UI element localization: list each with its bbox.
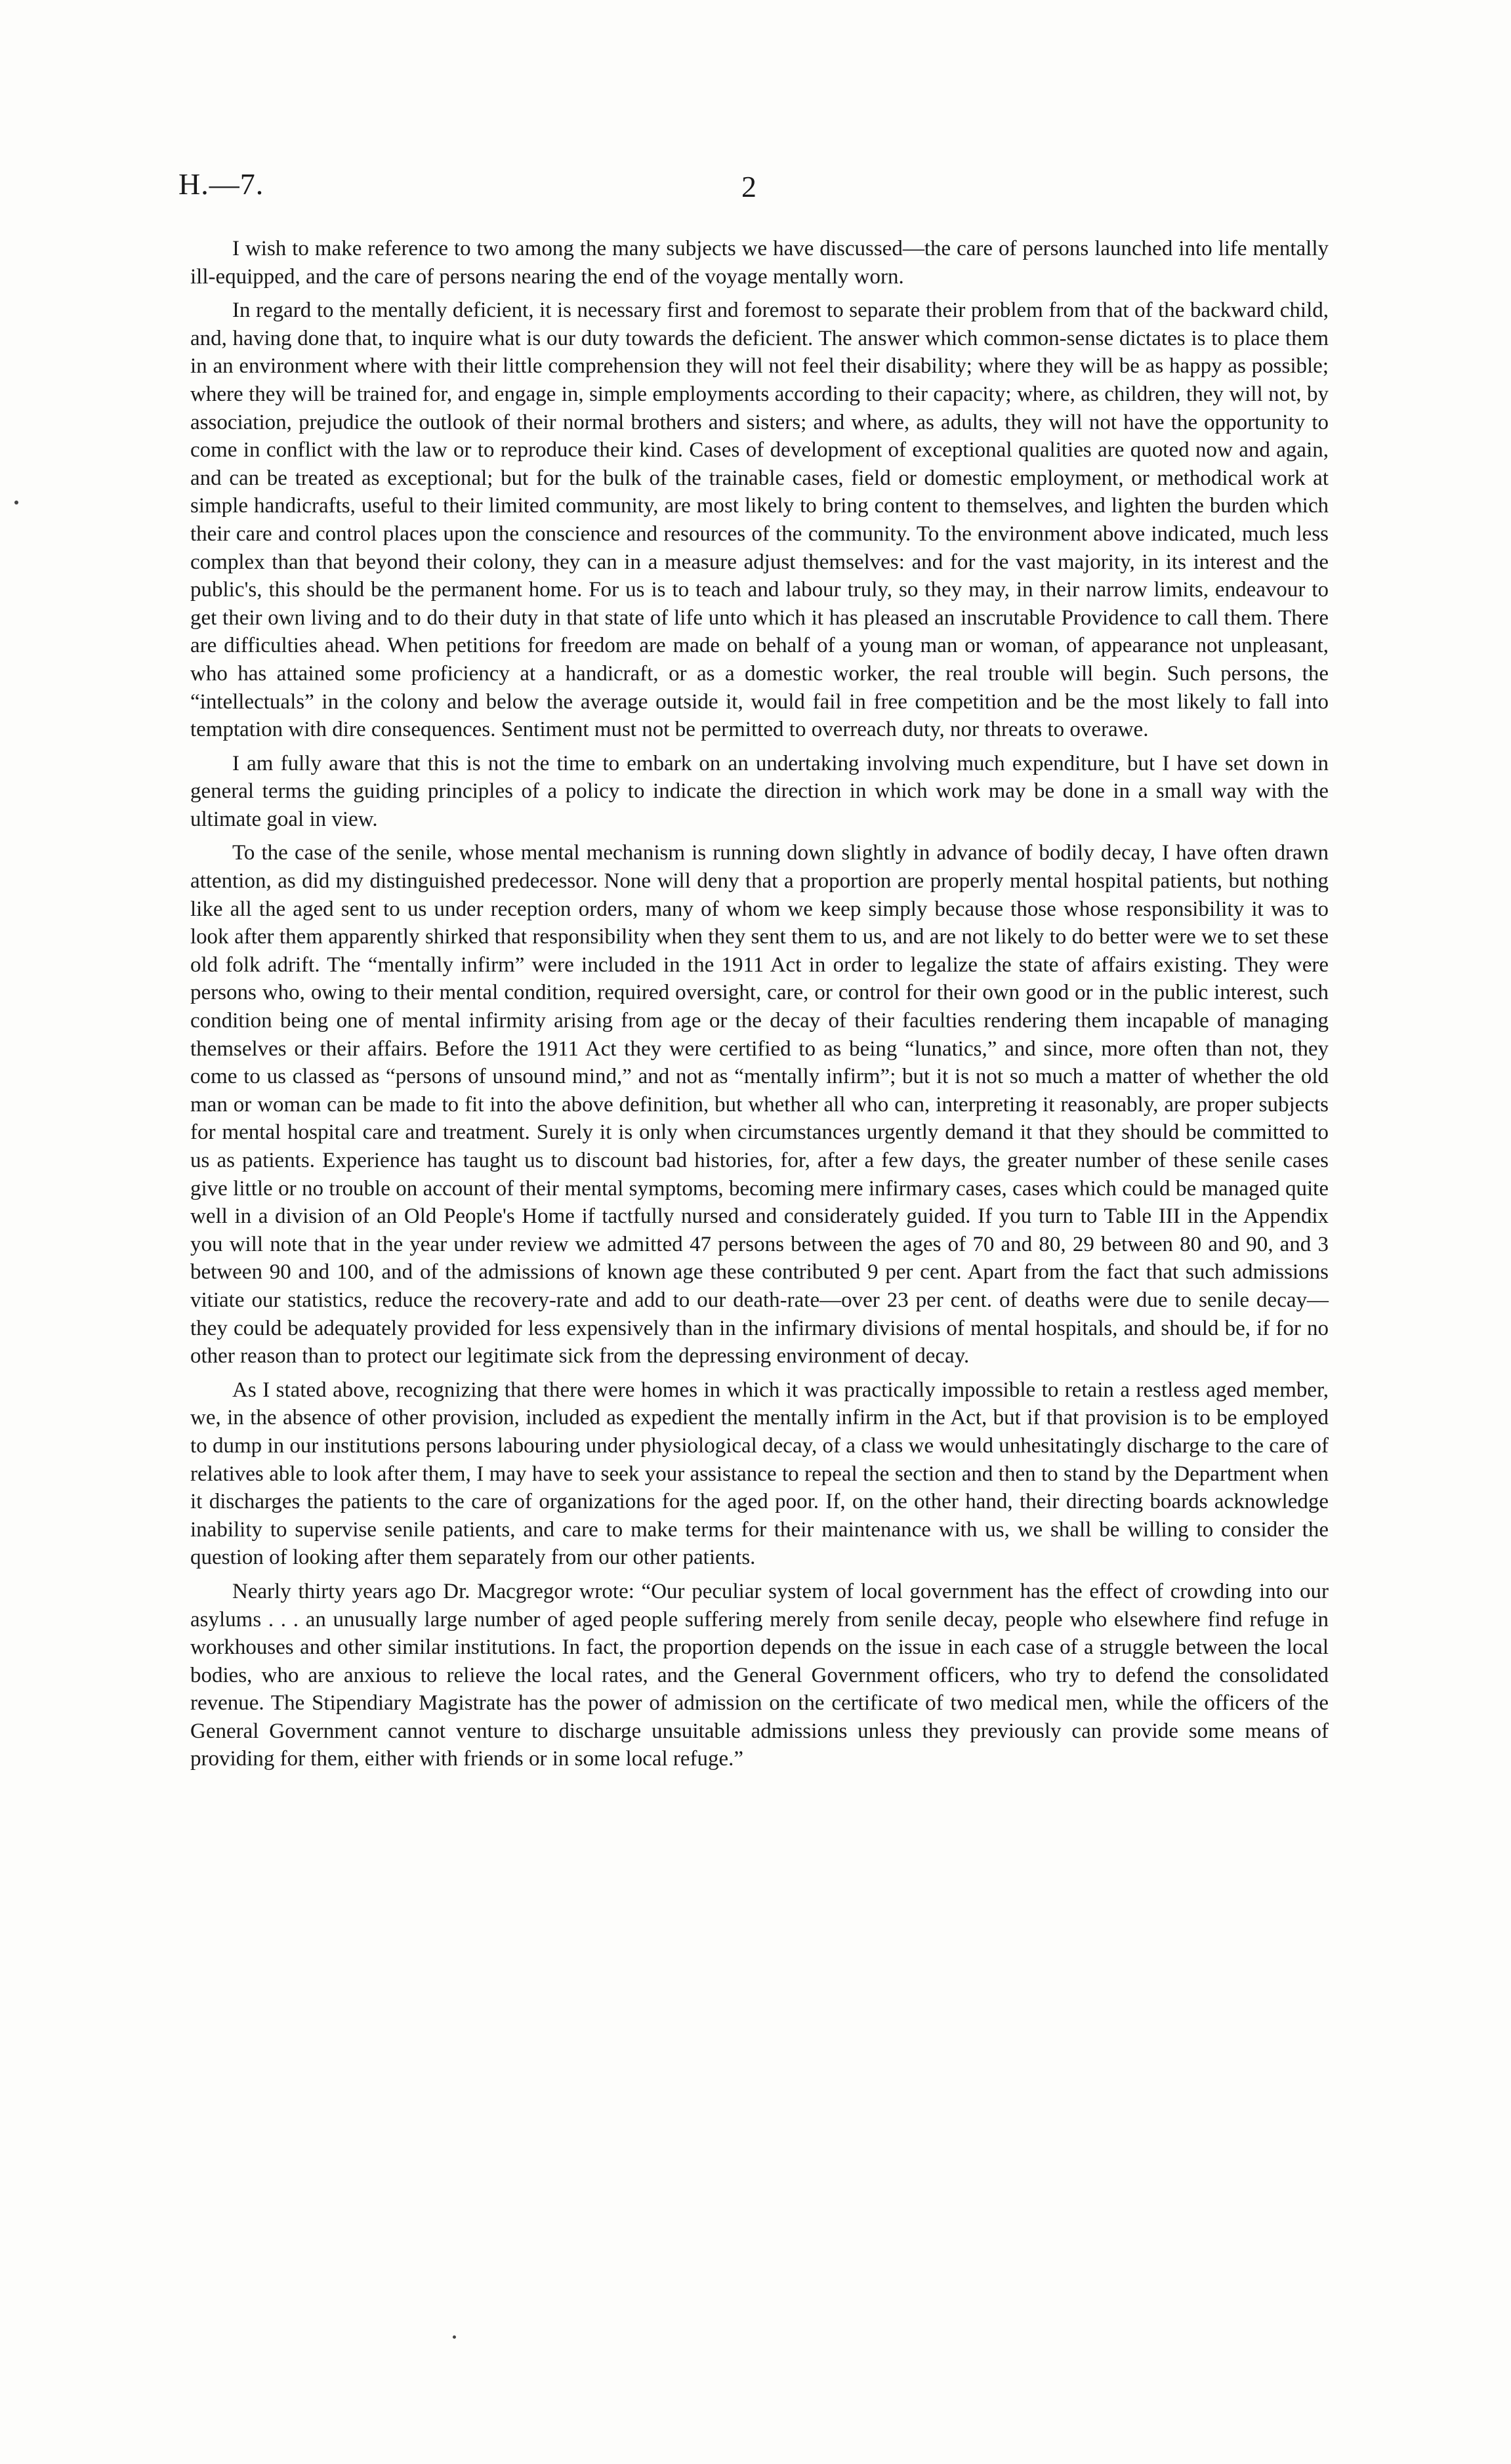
bottom-speck <box>453 2335 456 2339</box>
paragraph-intro: I wish to make reference to two among the many subjects we have discussed—the care of persons launched into life mentally ill-equipped, and the care of persons nearing the end of the voyage mentally worn. <box>190 237 1329 289</box>
paragraph-expenditure: I am fully aware that this is not the time to embark on an undertaking involving much expenditure, but I have set down in general terms the guiding principles of a policy to indicate the direction in which work may be done in a small way with the ultimate goal in view. <box>190 751 1329 831</box>
paragraph-senile: To the case of the senile, whose mental mechanism is running down slightly in advance of bodily decay, I have often drawn attention, as did my distinguished predecessor. None will deny that a proportion are properly mental hospital patients, but nothing like all the aged sent to us under reception orders, many of whom we keep simply because those whose responsibility it was to look after them apparently shirked that responsibility when they sent them to us, and are not likely to do better were we to set these old folk adrift. The “mentally infirm” were included in the 1911 Act in order to legalize the state of affairs existing. They were persons who, owing to their mental condition, required oversight, care, or control for their own good or in the public interest, such condition being one of mental infirmity arising from age or the decay of their faculties rendering them incapable of managing themselves or their affairs. Before the 1911 Act they were certified to as being “lunatics,” and since, more often than not, they come to us classed as “persons of unsound mind,” and not as “mentally infirm”; but it is not so much a matter of whether the old man or woman can be made to fit into the above definition, but whether all who can, interpreting it reasonably, are proper subjects for mental hospital care and treatment. Surely it is only when circumstances urgently demand it that they should be committed to us as patients. Experience has taught us to discount bad histories, for, after a few days, the greater number of these senile cases give little or no trouble on account of their mental symptoms, becoming mere infirmary cases, cases which could be managed quite well in a division of an Old People's Home if tactfully nursed and considerately guided. If you turn to Table III in the Appendix you will note that in the year under review we admitted 47 persons between the ages of 70 and 80, 29 between 80 and 90, and 3 between 90 and 100, and of the admissions of known age these contributed 9 per cent. Apart from the fact that such admissions vitiate our statistics, reduce the recovery-rate and add to our death-rate—over 23 per cent. of deaths were due to senile decay—they could be adequately provided for less expensively than in the infirmary divisions of mental hospitals, and should be, if for no other reason than to protect our legitimate sick from the depressing environment of decay. <box>190 841 1329 1368</box>
report-reference: H.—7. <box>178 167 264 201</box>
paragraph-macgregor-quote: Nearly thirty years ago Dr. Macgregor wrote: “Our peculiar system of local government has the effect of crowding into our asylums . . . an unusually large number of aged people suffering merely from senile decay, people who elsewhere find refuge in workhouses and other similar institutions. In fact, the proportion depends on the issue in each case of a struggle between the local bodies, who are anxious to relieve the local rates, and the General Government officers, who try to defend the consolidated revenue. The Stipendiary Magistrate has the power of admission on the certificate of two medical men, while the officers of the General Government cannot venture to discharge unsuitable admissions unless they previously can provide some means of providing for them, either with friends or in some local refuge.” <box>190 1579 1329 1771</box>
body-text <box>190 235 1329 1779</box>
paragraph-mentally-infirm-act: As I stated above, recognizing that there were homes in which it was practically impossible to retain a restless aged member, we, in the absence of other provision, included as expedient the mentally infirm in the Act, but if that provision is to be employed to dump in our institutions persons labouring under physiological decay, of a class we would unhesitatingly discharge to the care of relatives able to look after them, I may have to seek your assistance to repeal the section and then to stand by the Department when it discharges the patients to the care of organizations for the aged poor. If, on the other hand, their directing boards acknowledge inability to supervise senile patients, and care to make terms for their maintenance with us, we shall be willing to consider the question of looking after them separately from our other patients. <box>190 1378 1329 1570</box>
page-number: 2 <box>741 170 756 203</box>
paragraph-mentally-deficient: In regard to the mentally deficient, it is necessary first and foremost to separate their problem from that of the backward child, and, having done that, to inquire what is our duty towards the deficient. The answer which common-sense dictates is to place them in an environment where with their little comprehension they will not feel their disability; where they will be as happy as possible; where they will be trained for, and engage in, simple employments according to their capacity; where, as children, they will not, by association, prejudice the outlook of their normal brothers and sisters; and where, as adults, they will not have the opportunity to come in conflict with the law or to reproduce their kind. Cases of development of exceptional qualities are quoted now and again, and can be treated as exceptional; but for the bulk of the trainable cases, field or domestic employment, or methodical work at simple handicrafts, useful to their limited community, are most likely to bring content to themselves, and lighten the burden which their care and control places upon the conscience and resources of the community. To the environment above indicated, much less complex than that beyond their colony, they can in a measure adjust themselves: and for the vast majority, in its interest and the public's, this should be the permanent home. For us is to teach and labour truly, so they may, in their narrow limits, endeavour to get their own living and to do their duty in that state of life unto which it has pleased an inscrutable Providence to call them. There are difficulties ahead. When petitions for freedom are made on behalf of a young man or woman, of appearance not unpleasant, who has attained some proficiency at a handicraft, or as a domestic worker, the real trouble will begin. Such persons, the “intellectuals” in the colony and below the average outside it, would fail in free competition and be the most likely to fall into temptation with dire consequences. Sentiment must not be permitted to overreach duty, nor threats to overawe. <box>190 298 1329 742</box>
margin-speck <box>14 501 18 504</box>
